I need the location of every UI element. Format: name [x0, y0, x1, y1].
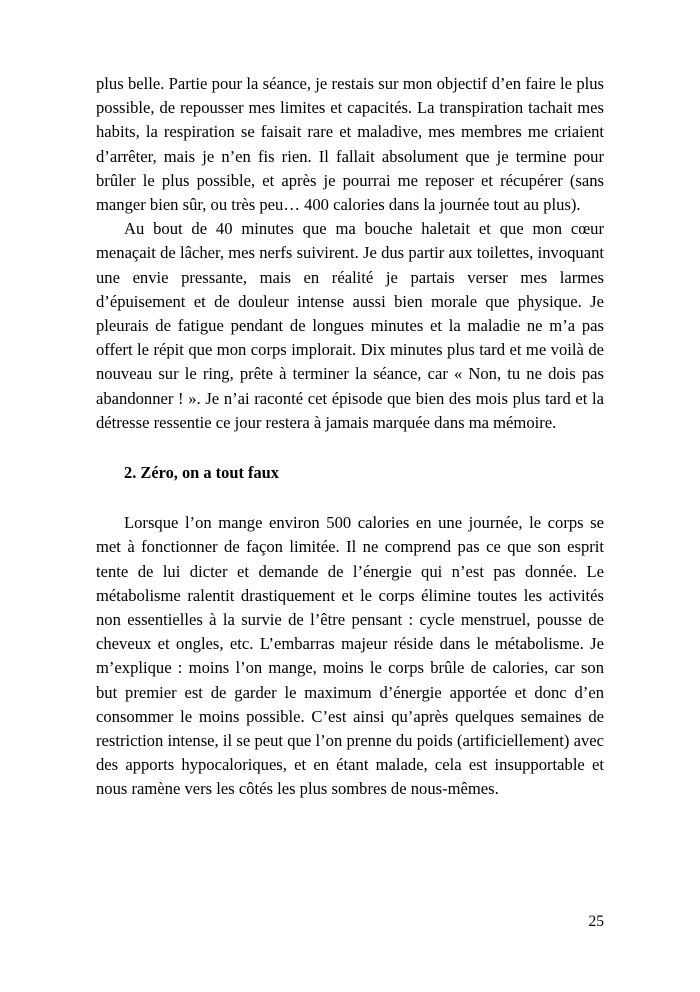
section-heading: 2. Zéro, on a tout faux — [124, 463, 279, 483]
page-number: 25 — [588, 913, 604, 930]
paragraph-continuation: plus belle. Partie pour la séance, je restais sur mon objectif d’en faire le plus possible, de repousser mes limites et capacités. La transpiration tachait mes habits, la respiration se faisait rare et maladive, mes membres me criaient d’arrêter, mais je n’en fis rien. Il fallait absolument que je termine pour brûler le plus possible, et après je pourrai me reposer et récupérer (sans manger bien sûr, ou très peu… 400 calories dans la journée tout au plus). — [96, 74, 604, 215]
paragraph-metabolism: Lorsque l’on mange environ 500 calories en une journée, le corps se met à fonctionner de façon limitée. Il ne comprend pas ce que son esprit tente de lui dicter et demande de l’énergie qui n’est pas donnée. Le métabolisme ralentit drastiquement et le corps élimine toutes les activités non essentielles à la survie de l’être pensant : cycle menstruel, pousse de cheveux et ongles, etc. L’embarras majeur réside dans le métabolisme. Je m’explique : moins l’on mange, moins le corps brûle de calories, car son but premier est de garder le maximum d’énergie apportée et donc d’en consommer le moins possible. C’est ainsi qu’après quelques semaines de restriction intense, il se peut que l’on prenne du poids (artificiellement) avec des apports hypocaloriques, et en étant malade, cela est insupportable et nous ramène vers les côtés les plus sombres de nous-mêmes. — [96, 513, 604, 799]
paragraph-training-session: Au bout de 40 minutes que ma bouche haletait et que mon cœur menaçait de lâcher, mes nerfs suivirent. Je dus partir aux toilettes, invoquant une envie pressante, mais en réalité je partais verser mes larmes d’épuisement et de douleur intense aussi bien morale que physique. Je pleurais de fatigue pendant de longues minutes et la maladie ne m’a pas offert le répit que mon corps implorait. Dix minutes plus tard et me voilà de nouveau sur le ring, prête à terminer la séance, car « Non, tu ne dois pas abandonner ! ». Je n’ai raconté cet épisode que bien des mois plus tard et la détresse ressentie ce jour restera à jamais marquée dans ma mémoire. — [96, 219, 604, 432]
page-text-block — [96, 72, 604, 802]
